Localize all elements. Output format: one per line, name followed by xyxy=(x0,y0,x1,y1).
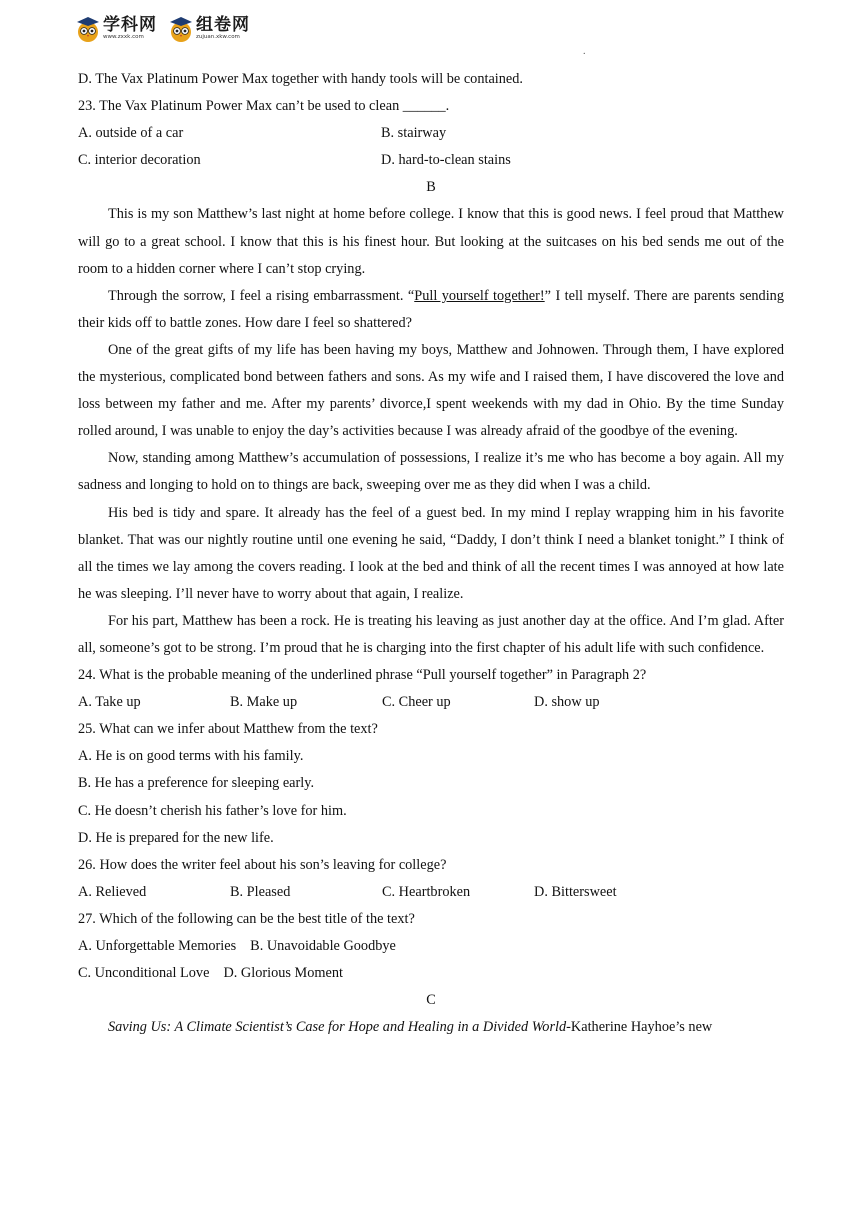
q23-option-d: D. hard-to-clean stains xyxy=(381,152,511,169)
book-title: Saving Us: A Climate Scientist’s Case for Hope and Healing in a Divided World xyxy=(108,1019,567,1036)
q25-option-c: C. He doesn’t cherish his father’s love for him. xyxy=(78,802,347,819)
q27-options-row1 xyxy=(78,933,784,960)
q23-options-row2 xyxy=(78,147,784,174)
p2-text-before: Through the sorrow, I feel a rising embarrassment. “ xyxy=(108,287,415,304)
section-c-heading: C xyxy=(426,992,436,1009)
passage-b-paragraph-2 xyxy=(78,283,784,337)
owl-mascot-icon xyxy=(76,15,100,43)
passage-b-paragraph-5: His bed is tidy and spare. It already has the feel of a guest bed. In my mind I replay wrapping him in his favorite blanket. That was our nightly routine until one evening he said, “Daddy, I don’t think I need a blanket tonight.” I think of all the times we lay among the covers reading. I look at the bed and think of all the recent times I was annoyed at how late he was sleeping. I’ll never have to worry about that again, I realize. xyxy=(78,504,784,602)
zxxk-logo[interactable] xyxy=(76,15,157,43)
q27-option-c: C. Unconditional Love xyxy=(78,965,210,982)
q27-option-b: B. Unavoidable Goodbye xyxy=(250,938,396,954)
logo-url: zujuan.xkw.com xyxy=(196,34,240,41)
q22-option-d: D. The Vax Platinum Power Max together with handy tools will be contained. xyxy=(78,71,523,87)
q26-option-b: B. Pleased xyxy=(230,883,291,900)
passage-b-paragraph-4: Now, standing among Matthew’s accumulation of possessions, I realize it’s me who has become a boy again. All my sadness and longing to hold on to things are back, sweeping over me as they did when I was a child. xyxy=(78,450,784,494)
underlined-phrase: Pull yourself together! xyxy=(414,287,545,304)
q27-stem: 27. Which of the following can be the best title of the text? xyxy=(78,910,415,927)
q25-stem: 25. What can we infer about Matthew from the text? xyxy=(78,721,378,738)
passage-c-intro xyxy=(78,1014,784,1041)
q24-option-b: B. Make up xyxy=(230,694,298,711)
owl-mascot-icon xyxy=(169,15,193,43)
q26-option-d: D. Bittersweet xyxy=(534,883,617,900)
q27-options-row2 xyxy=(78,960,784,987)
zujuan-logo[interactable] xyxy=(169,15,250,43)
q24-option-a: A. Take up xyxy=(78,694,141,711)
p2-text-after: ” I tell myself. There are parents sending their kids off to battle zones. How dare I feel so shattered? xyxy=(78,287,784,331)
q25-option-a: A. He is on good terms with his family. xyxy=(78,748,304,765)
q23-option-b: B. stairway xyxy=(381,125,447,142)
q26-option-a: A. Relieved xyxy=(78,883,147,900)
q24-options xyxy=(78,689,784,716)
header-dot: . xyxy=(583,46,586,57)
logo-title: 学科网 xyxy=(103,15,157,36)
q27-option-a: A. Unforgettable Memories xyxy=(78,938,237,954)
q26-option-c: C. Heartbroken xyxy=(382,883,471,900)
passage-c-intro-rest: -Katherine Hayhoe’s new xyxy=(566,1019,713,1036)
q26-stem: 26. How does the writer feel about his son’s leaving for college? xyxy=(78,856,447,873)
q24-stem: 24. What is the probable meaning of the underlined phrase “Pull yourself together” in Paragraph 2? xyxy=(78,667,647,684)
q23-option-c: C. interior decoration xyxy=(78,152,201,169)
page-header xyxy=(76,14,250,44)
logo-title: 组卷网 xyxy=(196,15,250,36)
section-b-heading: B xyxy=(426,179,436,196)
passage-b-paragraph-1: This is my son Matthew’s last night at home before college. I know that this is good news. I feel proud that Matthew will go to a great school. I know that this is his finest hour. But looking at the suitcases on his bed sends me out of the room to a hidden corner where I can’t stop crying. xyxy=(78,206,784,277)
passage-b-paragraph-3: One of the great gifts of my life has been having my boys, Matthew and Johnowen. Through them, I have explored the mysterious, complicated bond between fathers and sons. As my wife and I raised them, I have discovered the love and loss between my father and me. After my parents’ divorce,I spent weekends with my dad in Ohio. By the time Sunday rolled around, I was unable to enjoy the day’s activities because I was already afraid of the goodbye of the evening. xyxy=(78,341,784,440)
q26-options xyxy=(78,879,784,906)
document-body xyxy=(78,66,784,1041)
q27-option-d: D. Glorious Moment xyxy=(223,965,343,982)
q23-option-a: A. outside of a car xyxy=(78,125,184,142)
q25-option-d: D. He is prepared for the new life. xyxy=(78,829,274,846)
q24-option-c: C. Cheer up xyxy=(382,694,451,711)
q24-option-d: D. show up xyxy=(534,694,600,711)
passage-b-paragraph-6: For his part, Matthew has been a rock. He is treating his leaving as just another day at the office. And I’m glad. After all, someone’s got to be strong. I’m proud that he is charging into the first chapter of his adult life with such confidence. xyxy=(78,612,784,656)
logo-url: www.zxxk.com xyxy=(103,34,144,41)
q23-stem: 23. The Vax Platinum Power Max can’t be used to clean ______. xyxy=(78,98,450,115)
q23-options-row1 xyxy=(78,120,784,147)
q25-option-b: B. He has a preference for sleeping early. xyxy=(78,775,315,792)
